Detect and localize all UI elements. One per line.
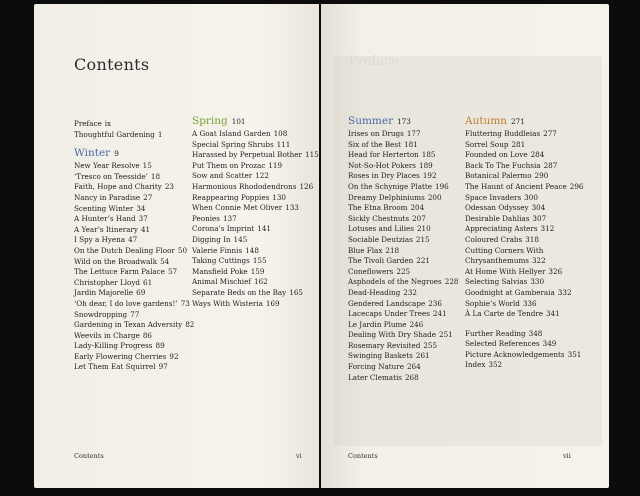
entry-title: When Connie Met Oliver (192, 203, 283, 213)
entry-page: 145 (233, 234, 248, 244)
entry-title: À La Carte de Tendre (465, 309, 544, 319)
entry-page: 23 (164, 182, 174, 192)
toc-entry (192, 277, 319, 288)
entry-page: 322 (531, 256, 546, 266)
toc-entry (465, 193, 583, 204)
entry-page: 264 (406, 362, 421, 372)
toc-entry (348, 288, 458, 299)
entry-page: 330 (530, 277, 545, 287)
toc-entry (192, 256, 319, 267)
entry-title: Mansfield Poke (192, 266, 248, 276)
section-label: Winter (74, 147, 111, 160)
toc-entry (192, 203, 319, 214)
section-label: Summer (348, 115, 394, 127)
toc-entry (348, 214, 458, 225)
entry-title: Lacecaps Under Trees (348, 309, 430, 319)
entry-page: 207 (412, 213, 426, 223)
entry-page: 108 (273, 129, 288, 138)
entry-page: 307 (532, 213, 547, 223)
entry-title: Goodnight at Gamberaia (465, 287, 555, 297)
entry-page: 89 (155, 341, 165, 351)
entry-title: Sophie’s World (465, 298, 520, 308)
toc-entry (465, 277, 583, 288)
entry-title: Digging In (192, 234, 231, 244)
entry-page: 204 (410, 203, 425, 213)
toc-entry (74, 278, 194, 289)
entry-page: 277 (543, 129, 557, 138)
entry-page: 326 (548, 266, 563, 276)
toc-entry (465, 360, 583, 371)
section-heading-autumn: Autumn 271 (465, 115, 525, 127)
toc-entry (74, 362, 194, 373)
entry-page: 137 (222, 213, 237, 223)
entry-title: Valerie Finnis (192, 245, 243, 255)
entry-title: Fluttering Buddleias (465, 129, 541, 138)
entry-page: 318 (525, 234, 539, 244)
toc-entry (192, 246, 319, 257)
toc-entry (192, 182, 319, 193)
entry-page: 200 (427, 192, 442, 202)
entry-page: 255 (423, 340, 438, 350)
toc-entry: Thoughtful Gardening 1 (74, 129, 163, 139)
entry-page: 228 (444, 277, 459, 287)
entry-title: Jardin Majorelle (74, 288, 134, 298)
entry-title: On the Dutch Dealing Floor (74, 245, 175, 255)
toc-column-3 (348, 114, 458, 383)
entry-page: 349 (542, 339, 557, 349)
show-through-text: Preface (349, 54, 400, 69)
winter-list (74, 161, 194, 373)
entry-page: 218 (385, 245, 400, 255)
entry-title: Not-So-Hot Pokers (348, 160, 416, 170)
entry-title: Put Them on Prozac (192, 160, 266, 170)
toc-entry (348, 256, 458, 267)
toc-entry (348, 150, 458, 161)
entry-page: 122 (255, 171, 269, 181)
entry-title: Selecting Salvias (465, 277, 528, 287)
entry-page: 196 (435, 181, 449, 191)
toc-entry (465, 171, 583, 182)
toc-entry (465, 161, 583, 172)
entry-page: 210 (416, 224, 431, 234)
footer-right-folio: vii (563, 452, 571, 460)
entry-page: 92 (169, 351, 179, 361)
entry-page: 268 (404, 372, 419, 382)
entry-page: 37 (138, 214, 148, 224)
entry-title: I Spy a Hyena (74, 235, 126, 245)
entry-title: Snowdropping (74, 309, 128, 319)
front-matter-list (74, 119, 194, 140)
toc-column-4 (465, 114, 583, 371)
entry-title: Harmonious Rhododendrons (192, 181, 297, 191)
entry-title: Reappearing Poppies (192, 192, 270, 202)
toc-entry (465, 214, 583, 225)
toc-entry (465, 246, 583, 257)
entry-page: 111 (276, 139, 291, 149)
entry-title: Ways With Wisteria (192, 298, 263, 308)
toc-entry (465, 299, 583, 310)
entry-title: Faith, Hope and Charity (74, 182, 162, 192)
toc-entry (348, 246, 458, 257)
entry-title: Selected References (465, 339, 540, 349)
entry-page: 130 (272, 192, 286, 202)
toc-entry (465, 329, 583, 340)
entry-page: 181 (404, 139, 418, 149)
entry-page: 281 (511, 139, 526, 149)
entry-page: 232 (403, 287, 417, 297)
toc-entry (74, 288, 194, 299)
toc-entry (348, 309, 458, 320)
toc-entry (348, 320, 458, 331)
toc-entry (465, 350, 583, 361)
entry-title: Early Flowering Cherries (74, 351, 167, 361)
toc-entry (192, 235, 319, 246)
entry-title: Lotuses and Lilies (348, 224, 414, 234)
toc-entry (348, 193, 458, 204)
toc-entry (348, 373, 458, 384)
entry-title: Coneflowers (348, 266, 394, 276)
entry-title: Further Reading (465, 328, 526, 338)
entry-title: Coloured Crabs (465, 234, 523, 244)
entry-page: 348 (528, 328, 543, 338)
toc-entry (348, 299, 458, 310)
toc-entry (348, 277, 458, 288)
toc-entry (465, 129, 583, 140)
entry-title: Special Spring Shrubs (192, 139, 274, 149)
entry-page: 332 (557, 287, 572, 297)
entry-page: 50 (177, 245, 188, 255)
entry-page: 133 (285, 203, 299, 213)
entry-title: The Tivoli Garden (348, 256, 414, 266)
section-heading-summer: Summer 173 (348, 115, 411, 127)
entry-page: 61 (143, 277, 153, 287)
entry-page: 300 (524, 192, 538, 202)
toc-entry (74, 310, 194, 321)
toc-entry (348, 224, 458, 235)
entry-page: 225 (396, 266, 411, 276)
entry-title: Separate Beds on the Bay (192, 287, 287, 297)
toc-entry (348, 171, 458, 182)
entry-title: Scenting Winter (74, 203, 134, 213)
toc-entry (74, 225, 194, 236)
entry-title: Chrysanthemums (465, 256, 529, 266)
toc-entry (74, 182, 194, 193)
section-label: Autumn (465, 115, 508, 127)
entry-title: The Etna Broom (348, 203, 408, 213)
toc-entry (192, 299, 319, 310)
entry-page: 162 (254, 277, 268, 287)
entry-page: 287 (543, 160, 558, 170)
entry-page: 351 (567, 349, 582, 359)
toc-entry (192, 150, 319, 161)
toc-entry (192, 171, 319, 182)
entry-page: 77 (130, 309, 140, 319)
entry-title: New Year Resolve (74, 161, 140, 171)
entry-title: Le Jardin Plume (348, 319, 407, 329)
entry-title: Sickly Chestnuts (348, 213, 410, 223)
toc-entry (348, 330, 458, 341)
entry-title: Roses in Dry Places (348, 171, 420, 181)
entry-title: Sow and Scatter (192, 171, 253, 181)
toc-entry (192, 129, 319, 140)
entry-title: ‘Tresco on Teesside’ (74, 171, 148, 181)
toc-entry (74, 299, 194, 310)
entry-title: Forcing Nature (348, 362, 404, 372)
entry-title: Later Clematis (348, 372, 402, 382)
entry-title: Sorrel Soup (465, 139, 509, 149)
entry-page: 246 (409, 319, 424, 329)
entry-page: 86 (142, 330, 153, 340)
toc-entry (192, 140, 319, 151)
toc-entry (348, 235, 458, 246)
toc-entry (348, 140, 458, 151)
entry-page: 261 (415, 351, 430, 361)
entry-page: 177 (406, 129, 421, 138)
entry-page: 119 (268, 160, 283, 170)
entry-page: 290 (534, 171, 549, 181)
toc-entry (192, 161, 319, 172)
entry-title: Lady-Killing Progress (74, 341, 153, 351)
entry-page: 155 (252, 256, 267, 266)
page-title: Contents (74, 55, 150, 74)
toc-entry (74, 193, 194, 204)
toc-column-2 (192, 114, 319, 309)
entry-title: The Haunt of Ancient Peace (465, 181, 567, 191)
toc-entry (348, 267, 458, 278)
toc-entry (348, 182, 458, 193)
entry-page: 165 (289, 287, 303, 297)
toc-entry (74, 204, 194, 215)
footer-left-folio: vi (296, 452, 302, 460)
entry-page: 169 (265, 298, 280, 308)
entry-title: A Year’s Itinerary (74, 224, 138, 234)
entry-title: Desirable Dahlias (465, 213, 530, 223)
entry-title: On the Schynige Platte (348, 181, 433, 191)
toc-entry (465, 203, 583, 214)
entry-page: 126 (299, 181, 314, 191)
toc-entry: Preface ix (74, 119, 112, 128)
toc-entry (348, 351, 458, 362)
toc-entry (465, 140, 583, 151)
toc-entry (74, 352, 194, 363)
entry-title: Asphodels of the Negroes (348, 277, 442, 287)
toc-entry (74, 214, 194, 225)
entry-title: Odessan Odyssey (465, 203, 529, 213)
toc-entry (74, 331, 194, 342)
back-matter-list (465, 329, 583, 371)
entry-title: Dreamy Delphiniums (348, 192, 425, 202)
summer-list (348, 129, 458, 383)
toc-entry (348, 362, 458, 373)
toc-entry (465, 267, 583, 278)
entry-page: 115 (305, 150, 319, 160)
entry-title: Appreciating Asters (465, 224, 538, 234)
section-heading-winter: Winter 9 (74, 147, 119, 160)
toc-entry (74, 161, 194, 172)
entry-title: Index (465, 360, 486, 370)
entry-page: 352 (488, 360, 503, 370)
section-heading-spring: Spring 101 (192, 115, 246, 127)
entry-title: Dealing With Dry Shade (348, 330, 437, 340)
spring-list (192, 129, 319, 309)
toc-entry (74, 341, 194, 352)
entry-page: 141 (257, 224, 271, 234)
entry-page: 221 (416, 256, 430, 266)
entry-page: 241 (432, 309, 447, 319)
entry-page: 82 (185, 320, 195, 330)
entry-page: 304 (531, 203, 546, 213)
toc-entry (465, 256, 583, 267)
entry-title: Animal Mischief (192, 277, 252, 287)
entry-page: 236 (428, 298, 442, 308)
toc-entry (192, 224, 319, 235)
toc-entry (74, 172, 194, 183)
entry-page: 54 (160, 256, 170, 266)
entry-page: 215 (415, 234, 430, 244)
entry-page: 15 (142, 161, 152, 171)
toc-entry (74, 267, 194, 278)
toc-entry (348, 341, 458, 352)
entry-title: Six of the Best (348, 139, 402, 149)
entry-title: Christopher Lloyd (74, 277, 141, 287)
entry-page: 34 (136, 203, 146, 213)
entry-page: 251 (439, 330, 453, 340)
entry-title: Picture Acknowledgements (465, 349, 565, 359)
entry-title: Blue Flax (348, 245, 383, 255)
entry-title: Weevils in Charge (74, 330, 140, 340)
entry-page: 189 (419, 160, 433, 170)
toc-entry (465, 339, 583, 350)
entry-page: 27 (143, 192, 153, 202)
entry-title: Nancy in Paradise (74, 192, 141, 202)
entry-title: The Lettuce Farm Palace (74, 267, 165, 277)
entry-title: Dead-Heading (348, 287, 401, 297)
entry-title: Peonies (192, 213, 220, 223)
entry-title: Rosemary Revisited (348, 340, 421, 350)
toc-column-1 (74, 119, 194, 373)
entry-page: 41 (140, 224, 151, 234)
entry-title: Taking Cuttings (192, 256, 250, 266)
entry-page: 97 (158, 362, 168, 372)
toc-entry (192, 193, 319, 204)
toc-entry (348, 161, 458, 172)
entry-title: Botanical Palermo (465, 171, 532, 181)
toc-entry (74, 257, 194, 268)
entry-title: A Hunter’s Hand (74, 214, 136, 224)
entry-page: 18 (150, 171, 161, 181)
entry-page: 284 (530, 150, 545, 160)
entry-page: 69 (136, 288, 146, 298)
entry-title: A Goat Island Garden (192, 129, 271, 138)
toc-entry (192, 288, 319, 299)
entry-page: 336 (522, 298, 537, 308)
toc-entry (465, 182, 583, 193)
entry-page: 159 (250, 266, 265, 276)
entry-title: Head for Herterton (348, 150, 419, 160)
entry-page: 341 (546, 309, 560, 319)
toc-entry (192, 214, 319, 225)
entry-title: Irises on Drugs (348, 129, 404, 138)
footer-right-label: Contents (348, 452, 378, 460)
entry-title: Space Invaders (465, 192, 522, 202)
toc-entry (192, 267, 319, 278)
toc-entry (465, 235, 583, 246)
entry-title: Wild on the Broadwalk (74, 256, 158, 266)
toc-entry (74, 320, 194, 331)
entry-title: Sociable Deutzias (348, 234, 413, 244)
toc-entry (348, 129, 458, 140)
footer-left-label: Contents (74, 452, 104, 460)
entry-page: 148 (245, 245, 259, 255)
entry-page: 47 (128, 235, 138, 245)
toc-entry (74, 246, 194, 257)
entry-title: Cutting Corners With (465, 245, 544, 255)
toc-entry (348, 203, 458, 214)
entry-title: Founded on Love (465, 150, 528, 160)
toc-entry (465, 288, 583, 299)
entry-title: ‘Oh dear, I do love gardens!’ (74, 298, 178, 308)
toc-entry (465, 150, 583, 161)
entry-title: At Home With Hellyer (465, 266, 546, 276)
section-label: Spring (192, 115, 228, 127)
autumn-list (465, 129, 583, 320)
entry-page: 73 (180, 298, 190, 308)
entry-title: Swinging Baskets (348, 351, 413, 361)
entry-page: 312 (540, 224, 555, 234)
entry-page: 192 (422, 171, 437, 181)
entry-title: Let Them Eat Squirrel (74, 362, 156, 372)
toc-entry (465, 309, 583, 320)
entry-title: Back To The Fuchsia (465, 160, 541, 170)
entry-title: Gardening in Texan Adversity (74, 320, 183, 330)
entry-title: Harassed by Perpetual Bother (192, 150, 302, 160)
entry-title: Gendered Landscape (348, 298, 426, 308)
entry-page: 296 (569, 181, 584, 191)
entry-page: 57 (167, 267, 178, 277)
toc-entry (74, 235, 194, 246)
toc-entry (465, 224, 583, 235)
entry-page: 185 (421, 150, 436, 160)
entry-title: Corona’s Imprint (192, 224, 255, 234)
